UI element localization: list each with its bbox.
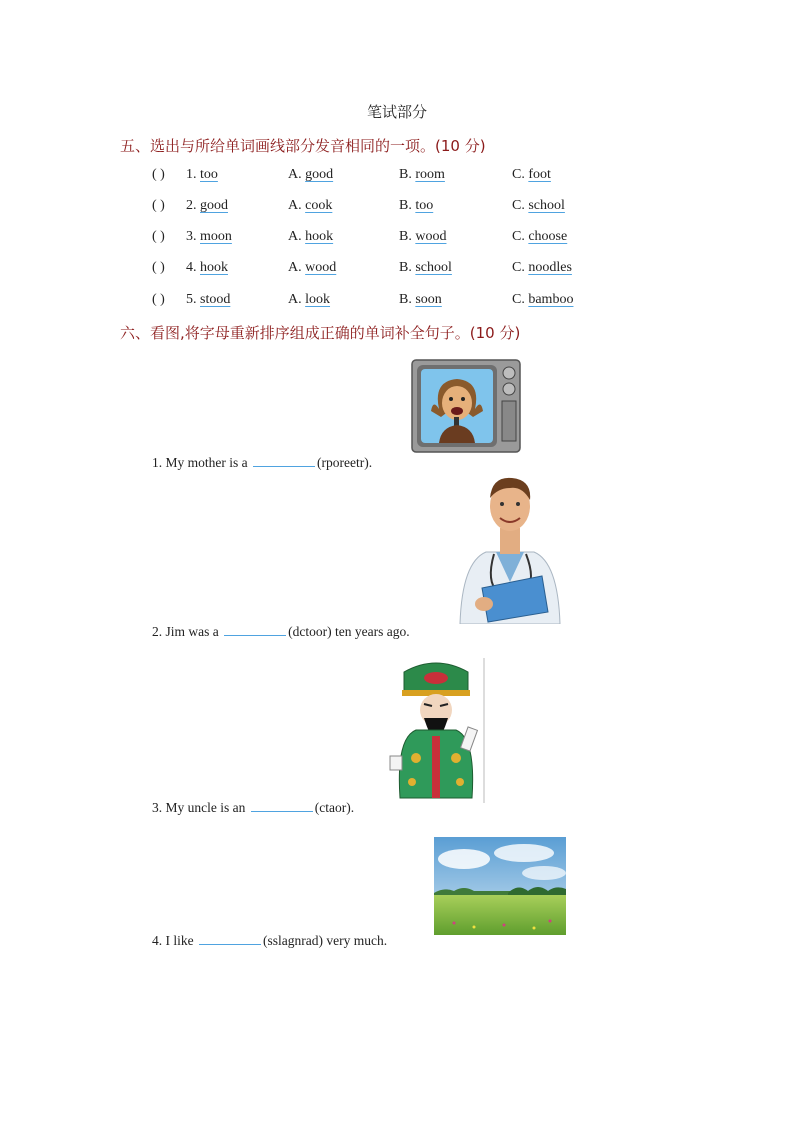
option-letter: B. xyxy=(399,167,416,182)
option-word: room xyxy=(415,167,445,182)
answer-parenthesis[interactable]: ( ) xyxy=(152,167,165,182)
question-target-word: too xyxy=(200,167,218,182)
option-a[interactable] xyxy=(288,229,333,245)
option-b[interactable] xyxy=(399,198,433,214)
sentence-4-after: (sslagnrad) very much. xyxy=(263,933,388,948)
option-letter: C. xyxy=(512,292,529,307)
option-letter: C. xyxy=(512,260,529,275)
option-c[interactable] xyxy=(512,167,551,183)
question-word xyxy=(186,292,230,308)
sentence-2 xyxy=(152,621,410,640)
option-letter: C. xyxy=(512,198,529,213)
option-letter: A. xyxy=(288,229,306,244)
option-b[interactable] xyxy=(399,260,452,276)
sentence-1-after: (rporeetr). xyxy=(317,455,373,470)
option-word: cook xyxy=(305,198,333,213)
opera-actor-image xyxy=(386,658,486,803)
option-word: school xyxy=(528,198,565,213)
question-number: 2. xyxy=(186,198,197,213)
question-number: 1. xyxy=(186,167,197,182)
option-letter: B. xyxy=(399,198,416,213)
option-c[interactable] xyxy=(512,260,572,276)
option-letter: A. xyxy=(288,260,306,275)
option-word: look xyxy=(305,292,331,307)
question-target-word: good xyxy=(200,198,228,213)
question-word xyxy=(186,198,228,214)
option-letter: B. xyxy=(399,260,416,275)
question-word xyxy=(186,167,218,183)
question-number: 4. xyxy=(186,260,197,275)
option-word: school xyxy=(415,260,452,275)
answer-blank-2[interactable] xyxy=(224,621,286,636)
answer-parenthesis[interactable]: ( ) xyxy=(152,292,165,307)
sentence-3-after: (ctaor). xyxy=(314,800,355,815)
question-number: 5. xyxy=(186,292,197,307)
option-word: noodles xyxy=(528,260,572,275)
option-word: foot xyxy=(528,167,551,182)
section-6-heading: 六、看图,将字母重新排序组成正确的单词补全句子。(10 分) xyxy=(120,324,521,342)
sentence-4-before: 4. I like xyxy=(152,933,197,948)
answer-parenthesis[interactable]: ( ) xyxy=(152,260,165,275)
option-b[interactable] xyxy=(399,229,446,245)
doctor-image xyxy=(456,472,564,624)
answer-parenthesis[interactable]: ( ) xyxy=(152,229,165,244)
answer-blank-3[interactable] xyxy=(251,797,313,812)
sentence-3 xyxy=(152,797,354,816)
option-letter: C. xyxy=(512,167,529,182)
option-a[interactable] xyxy=(288,198,332,214)
option-word: hook xyxy=(305,229,334,244)
section-5-heading: 五、选出与所给单词画线部分发音相同的一项。(10 分) xyxy=(120,137,486,155)
answer-parenthesis[interactable]: ( ) xyxy=(152,198,165,213)
option-word: choose xyxy=(528,229,568,244)
option-word: wood xyxy=(305,260,337,275)
option-word: good xyxy=(305,167,334,182)
sentence-1 xyxy=(152,452,372,471)
option-b[interactable] xyxy=(399,292,442,308)
option-b[interactable] xyxy=(399,167,445,183)
answer-blank-4[interactable] xyxy=(199,930,261,945)
question-target-word: stood xyxy=(200,292,231,307)
option-word: bamboo xyxy=(528,292,574,307)
sentence-2-after: (dctoor) ten years ago. xyxy=(288,624,410,639)
option-word: too xyxy=(415,198,434,213)
answer-blank-1[interactable] xyxy=(253,452,315,467)
option-word: wood xyxy=(415,229,447,244)
sentence-1-before: 1. My mother is a xyxy=(152,455,251,470)
option-c[interactable] xyxy=(512,229,567,245)
option-c[interactable] xyxy=(512,198,565,214)
grassland-image xyxy=(434,837,566,935)
question-target-word: hook xyxy=(200,260,228,275)
question-number: 3. xyxy=(186,229,197,244)
option-letter: A. xyxy=(288,292,306,307)
sentence-2-before: 2. Jim was a xyxy=(152,624,223,639)
question-word xyxy=(186,229,232,245)
sentence-4 xyxy=(152,930,387,949)
option-a[interactable] xyxy=(288,260,336,276)
option-a[interactable] xyxy=(288,292,330,308)
sentence-3-before: 3. My uncle is an xyxy=(152,800,249,815)
page-title: 笔试部分 xyxy=(366,103,427,121)
question-target-word: moon xyxy=(200,229,232,244)
option-letter: C. xyxy=(512,229,529,244)
option-letter: A. xyxy=(288,167,306,182)
option-letter: B. xyxy=(399,292,416,307)
option-c[interactable] xyxy=(512,292,573,308)
option-word: soon xyxy=(415,292,442,307)
option-letter: A. xyxy=(288,198,306,213)
option-a[interactable] xyxy=(288,167,333,183)
question-word xyxy=(186,260,228,276)
tv-reporter-image xyxy=(411,359,521,453)
option-letter: B. xyxy=(399,229,416,244)
